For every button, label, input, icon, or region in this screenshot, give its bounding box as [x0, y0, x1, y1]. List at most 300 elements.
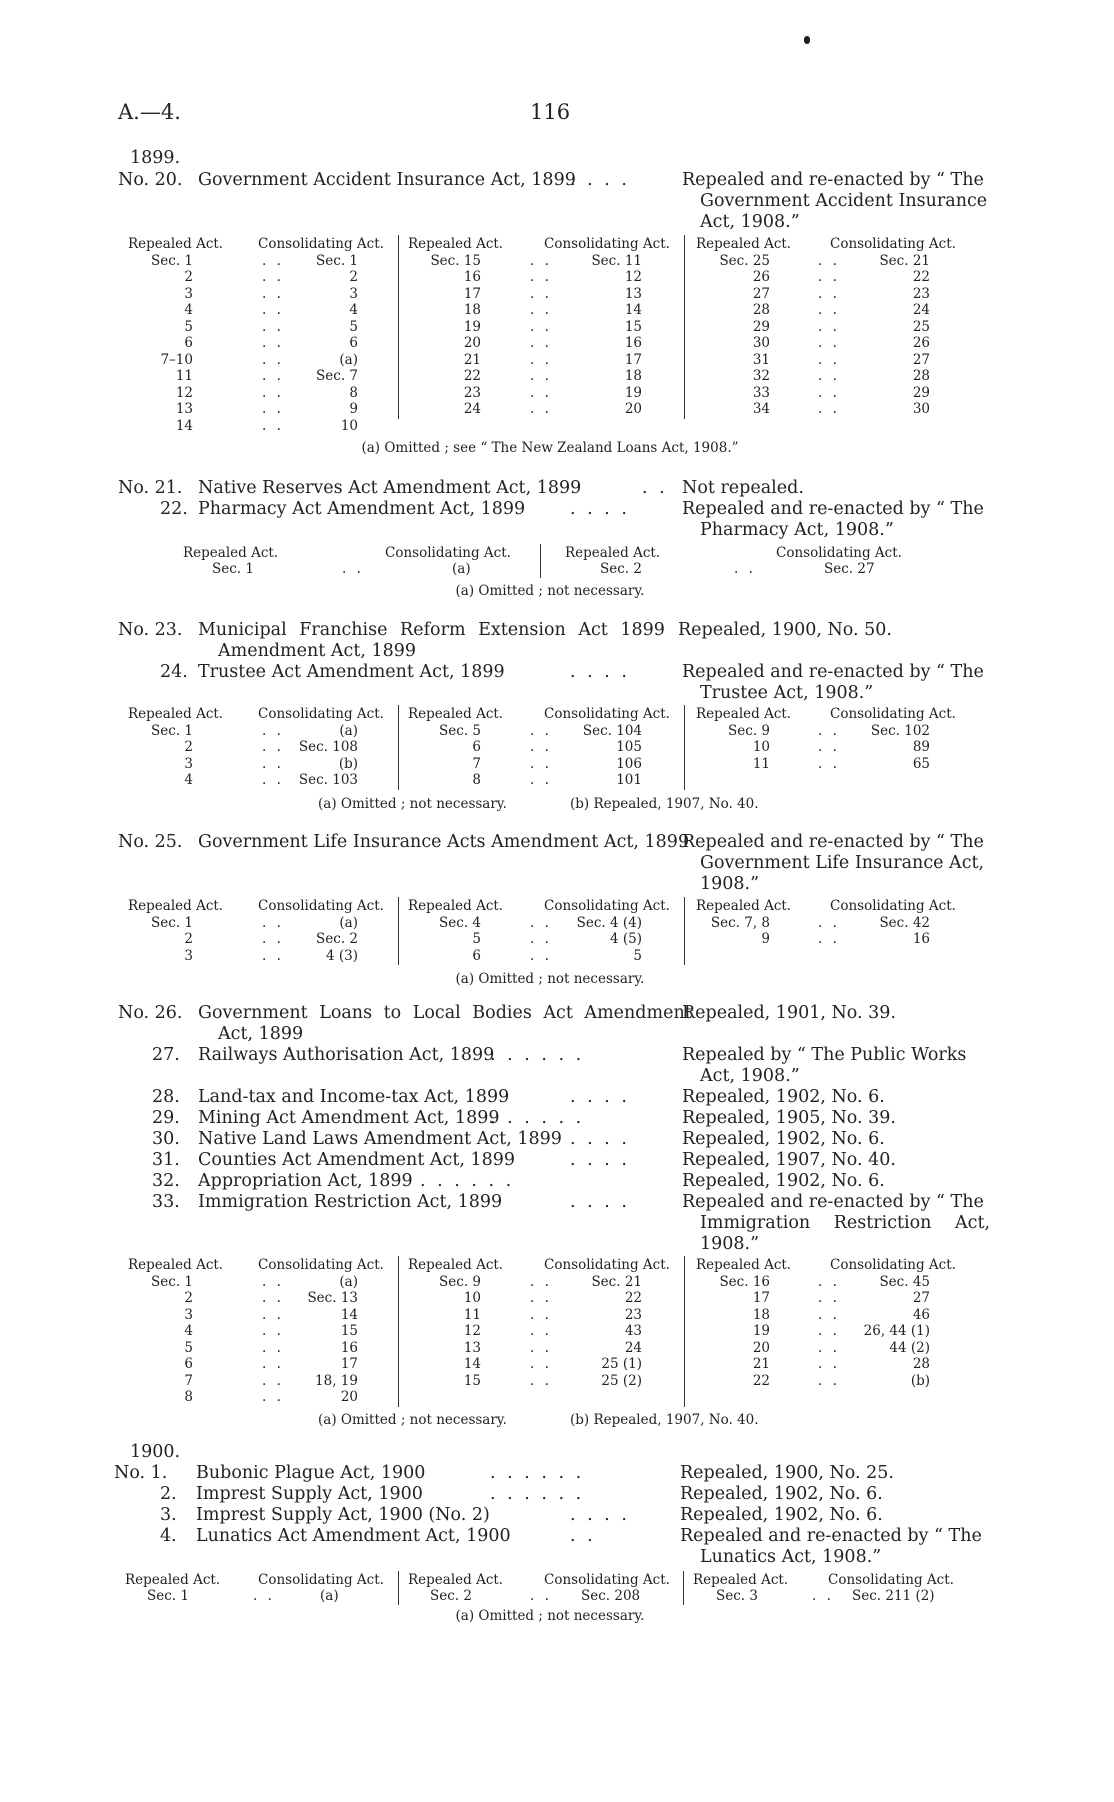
repealed-section-cell: 15 — [463, 1372, 481, 1389]
repealed-section-cell: 18 — [752, 1306, 770, 1323]
leader-dots: . . — [818, 739, 840, 755]
column-header: Repealed Act. — [128, 236, 224, 252]
act-number: 2. — [160, 1484, 177, 1504]
consolidating-section-cell: 17 — [624, 351, 642, 368]
repealed-section-cell: 17 — [463, 285, 481, 302]
table-cell: Sec. 27 — [824, 561, 875, 577]
leader-dots: . . . . . . — [490, 1045, 585, 1065]
leader-dots: . . — [262, 755, 284, 772]
column-header: Repealed Act. — [128, 1257, 224, 1273]
repealed-section-cell: 22 — [463, 368, 481, 384]
column-header: Repealed Act. — [408, 1257, 504, 1273]
leader-dots: . . . . — [570, 662, 630, 682]
act-status-line: Pharmacy Act, 1908.” — [700, 520, 894, 540]
act-status: Repealed, 1902, No. 6. — [680, 1484, 883, 1504]
repealed-section-cell: Sec. 5 — [439, 722, 481, 739]
consolidating-section-cell: 19 — [624, 384, 642, 401]
leader-dots: . . — [818, 931, 840, 947]
leader-dots: . . — [262, 1339, 284, 1356]
consolidating-section-cell: Sec. 42 — [879, 914, 930, 931]
act-number: 27. — [152, 1045, 180, 1065]
table-footnote: (b) Repealed, 1907, No. 40. — [570, 1412, 759, 1428]
repealed-section-cell: 10 — [463, 1290, 481, 1306]
repealed-section-cell: 8 — [472, 772, 481, 788]
act-status: Repealed, 1902, No. 6. — [682, 1087, 885, 1107]
leader-dots: . . — [262, 302, 284, 318]
consolidating-section-cell: 15 — [340, 1323, 358, 1339]
repealed-section-cell: 10 — [752, 739, 770, 755]
leader-dots: . . — [818, 368, 840, 384]
act-title: Pharmacy Act Amendment Act, 1899 — [198, 499, 526, 519]
consolidating-section-cell: 22 — [624, 1290, 642, 1306]
consolidating-section-cell: 24 — [624, 1339, 642, 1356]
consolidating-section-cell: Sec. 103 — [298, 772, 358, 788]
leader-dots: . . — [530, 252, 552, 269]
column-divider — [398, 1571, 399, 1605]
consolidating-section-cell: (a) — [339, 914, 358, 931]
act-number: 24. — [160, 662, 188, 682]
act-status: Not repealed. — [682, 478, 804, 498]
column-header: Repealed Act. — [408, 706, 504, 722]
consolidating-section-cell: 4 — [349, 302, 358, 318]
act-title: Government Life Insurance Acts Amendment Act, 1899 — [198, 832, 690, 852]
act-number: No. 25. — [118, 832, 183, 852]
leader-dots: . . — [530, 739, 552, 755]
repealed-section-cell: 2 — [184, 931, 193, 947]
leader-dots: . . — [818, 252, 840, 269]
act-number: No. 26. — [118, 1003, 183, 1023]
column-header: Consolidating Act. — [544, 898, 670, 914]
act-title: Railways Authorisation Act, 1899 — [198, 1045, 495, 1065]
leader-dots: . . — [262, 252, 284, 269]
table-cell: Sec. 2 — [430, 1588, 472, 1604]
column-header: Consolidating Act. — [258, 236, 384, 252]
leader-dots: . . — [530, 722, 552, 739]
repealed-section-cell: 6 — [472, 947, 481, 964]
repealed-section-cell: 7 — [472, 755, 481, 772]
act-status: Repealed, 1902, No. 6. — [682, 1129, 885, 1149]
leader-dots: . . — [530, 931, 552, 947]
leader-dots: . . — [818, 755, 840, 772]
repealed-section-cell: Sec. 1 — [151, 1273, 193, 1290]
leader-dots: . . — [530, 755, 552, 772]
leader-dots: . . — [530, 351, 552, 368]
leader-dots: . . — [734, 561, 756, 577]
leader-dots: . . — [530, 384, 552, 401]
repealed-section-cell: 7–10 — [160, 351, 193, 368]
act-title-line: Amendment Act, 1899 — [218, 641, 417, 661]
column-header: Repealed Act. — [696, 898, 792, 914]
column-header: Consolidating Act. — [258, 706, 384, 722]
repealed-section-cell: 28 — [752, 302, 770, 318]
act-status: Repealed, 1905, No. 39. — [682, 1108, 896, 1128]
column-divider — [683, 1571, 684, 1605]
act-status-line: Repealed by “ The Public Works — [682, 1045, 967, 1065]
repealed-section-cell: 3 — [184, 755, 193, 772]
column-header: Consolidating Act. — [544, 1572, 670, 1588]
leader-dots: . . — [530, 1290, 552, 1306]
act-title: Bubonic Plague Act, 1900 — [196, 1463, 426, 1483]
act-title: Lunatics Act Amendment Act, 1900 — [196, 1526, 511, 1546]
column-header: Consolidating Act. — [544, 706, 670, 722]
repealed-section-cell: 3 — [184, 947, 193, 964]
repealed-section-cell: 12 — [175, 384, 193, 401]
repealed-section-cell: 19 — [752, 1323, 770, 1339]
column-divider — [684, 235, 685, 419]
consolidating-section-cell: 24 — [912, 302, 930, 318]
leader-dots: . . — [530, 947, 552, 964]
consolidating-section-cell: 27 — [912, 351, 930, 368]
document-code: A.—4. — [118, 100, 181, 124]
repealed-section-cell: 18 — [463, 302, 481, 318]
column-divider — [398, 235, 399, 419]
table-cell: (a) — [452, 561, 471, 577]
repealed-section-cell: 20 — [752, 1339, 770, 1356]
leader-dots: . . — [262, 722, 284, 739]
consolidating-section-cell: 23 — [912, 285, 930, 302]
consolidating-section-cell: 5 — [633, 947, 642, 964]
act-title: Immigration Restriction Act, 1899 — [198, 1192, 503, 1212]
leader-dots: . . — [262, 1273, 284, 1290]
leader-dots: . . — [253, 1588, 275, 1604]
column-header: Consolidating Act. — [776, 545, 902, 561]
consolidating-section-cell: 28 — [912, 1356, 930, 1372]
act-status: Repealed, 1900, No. 25. — [680, 1463, 894, 1483]
consolidating-section-cell: Sec. 21 — [591, 1273, 642, 1290]
act-title: Appropriation Act, 1899 — [198, 1171, 413, 1191]
act-status-line: Repealed and re-enacted by “ The — [682, 170, 984, 190]
repealed-section-cell: 30 — [752, 335, 770, 351]
consolidating-section-cell: Sec. 7 — [316, 368, 358, 384]
act-title-line: Municipal Franchise Reform Extension Act 1899 — [198, 620, 665, 640]
leader-dots: . . — [570, 1526, 596, 1546]
act-title: Imprest Supply Act, 1900 — [196, 1484, 423, 1504]
repealed-section-cell: 17 — [752, 1290, 770, 1306]
repealed-section-cell: 14 — [463, 1356, 481, 1372]
repealed-section-cell: 6 — [472, 739, 481, 755]
column-header: Repealed Act. — [408, 236, 504, 252]
act-status-line: 1908.” — [700, 874, 760, 894]
consolidating-section-cell: (b) — [910, 1372, 930, 1389]
consolidating-section-cell: 30 — [912, 401, 930, 417]
column-header: Repealed Act. — [693, 1572, 789, 1588]
year-heading-1900: 1900. — [130, 1442, 181, 1462]
leader-dots: . . — [818, 401, 840, 417]
consolidating-section-cell: 2 — [349, 269, 358, 285]
act-status: Repealed, 1902, No. 6. — [680, 1505, 883, 1525]
leader-dots: . . — [262, 1372, 284, 1389]
column-header: Repealed Act. — [125, 1572, 221, 1588]
leader-dots: . . — [262, 772, 284, 788]
table-footnote: (a) Omitted ; not necessary. — [318, 796, 507, 812]
column-header: Consolidating Act. — [258, 1257, 384, 1273]
consolidating-section-cell: 3 — [349, 285, 358, 302]
consolidating-section-cell: 20 — [624, 401, 642, 417]
column-header: Consolidating Act. — [830, 706, 956, 722]
leader-dots: . . — [530, 1306, 552, 1323]
act-title-line: Act, 1899 — [218, 1024, 304, 1044]
column-header: Consolidating Act. — [828, 1572, 954, 1588]
consolidating-section-cell: 26 — [912, 335, 930, 351]
leader-dots: . . — [342, 561, 364, 577]
leader-dots: . . — [818, 722, 840, 739]
consolidating-section-cell: Sec. 13 — [307, 1290, 358, 1306]
repealed-section-cell: 4 — [184, 302, 193, 318]
act-number: No. 23. — [118, 620, 183, 640]
leader-dots: . . — [818, 384, 840, 401]
consolidating-section-cell: Sec. 11 — [591, 252, 642, 269]
repealed-section-cell: 21 — [752, 1356, 770, 1372]
repealed-section-cell: Sec. 1 — [151, 722, 193, 739]
leader-dots: . . — [262, 335, 284, 351]
act-title-line: Government Loans to Local Bodies Act Amendment — [198, 1003, 692, 1023]
leader-dots: . . — [262, 384, 284, 401]
leader-dots: . . — [530, 269, 552, 285]
repealed-section-cell: 14 — [175, 417, 193, 434]
leader-dots: . . — [530, 1588, 552, 1604]
repealed-section-cell: 7 — [184, 1372, 193, 1389]
leader-dots: . . — [262, 351, 284, 368]
leader-dots: . . . . . . — [490, 1108, 585, 1128]
leader-dots: . . — [818, 1273, 840, 1290]
consolidating-section-cell: Sec. 45 — [879, 1273, 930, 1290]
leader-dots: . . — [642, 478, 668, 498]
act-status-line: Act, 1908.” — [700, 212, 800, 232]
leader-dots: . . — [262, 318, 284, 335]
column-header: Consolidating Act. — [385, 545, 511, 561]
act-title: Government Accident Insurance Act, 1899 — [198, 170, 576, 190]
column-header: Repealed Act. — [408, 898, 504, 914]
table-cell: Sec. 211 (2) — [852, 1588, 935, 1604]
column-divider — [684, 1256, 685, 1407]
act-status: Repealed, 1901, No. 39. — [682, 1003, 896, 1023]
leader-dots: . . . . . . — [490, 1484, 585, 1504]
consolidating-section-cell: Sec. 1 — [316, 252, 358, 269]
year-heading-1899: 1899. — [130, 148, 181, 168]
table-cell: Sec. 1 — [147, 1588, 189, 1604]
consolidating-section-cell: 4 (3) — [325, 947, 358, 964]
act-status-line: Government Life Insurance Act, — [700, 853, 985, 873]
consolidating-section-cell: 6 — [349, 335, 358, 351]
act-number: 3. — [160, 1505, 177, 1525]
consolidating-section-cell: 43 — [624, 1323, 642, 1339]
act-title: Native Land Laws Amendment Act, 1899 — [198, 1129, 562, 1149]
leader-dots: . . . . . . — [420, 1171, 515, 1191]
leader-dots: . . — [818, 269, 840, 285]
consolidating-section-cell: 15 — [624, 318, 642, 335]
leader-dots: . . — [530, 401, 552, 417]
leader-dots: . . — [262, 1389, 284, 1405]
column-header: Consolidating Act. — [544, 1257, 670, 1273]
page-number: 116 — [530, 100, 571, 124]
leader-dots: . . . . — [570, 1129, 630, 1149]
leader-dots: . . — [530, 368, 552, 384]
column-header: Consolidating Act. — [830, 236, 956, 252]
leader-dots: . . — [530, 1339, 552, 1356]
table-cell: (a) — [320, 1588, 339, 1604]
act-status-line: 1908.” — [700, 1234, 760, 1254]
leader-dots: . . — [818, 914, 840, 931]
table-footnote: (a) Omitted ; see “ The New Zealand Loans Act, 1908.” — [361, 440, 739, 456]
consolidating-section-cell: (b) — [338, 755, 358, 772]
repealed-section-cell: 9 — [761, 931, 770, 947]
act-status-line: Trustee Act, 1908.” — [700, 683, 874, 703]
column-header: Consolidating Act. — [258, 1572, 384, 1588]
repealed-section-cell: 31 — [752, 351, 770, 368]
table-footnote: (a) Omitted ; not necessary. — [455, 1608, 645, 1624]
leader-dots: . . — [818, 335, 840, 351]
column-header: Consolidating Act. — [544, 236, 670, 252]
repealed-section-cell: 5 — [472, 931, 481, 947]
column-divider — [540, 544, 541, 578]
leader-dots: . . — [262, 1356, 284, 1372]
consolidating-section-cell: 18 — [624, 368, 642, 384]
table-cell: Sec. 3 — [716, 1588, 758, 1604]
repealed-section-cell: 12 — [463, 1323, 481, 1339]
leader-dots: . . — [530, 1356, 552, 1372]
repealed-section-cell: Sec. 1 — [151, 252, 193, 269]
leader-dots: . . — [818, 302, 840, 318]
leader-dots: . . — [262, 1290, 284, 1306]
repealed-section-cell: 20 — [463, 335, 481, 351]
table-cell: Sec. 1 — [212, 561, 254, 577]
act-status-line: Lunatics Act, 1908.” — [700, 1547, 882, 1567]
column-header: Consolidating Act. — [830, 898, 956, 914]
repealed-section-cell: 4 — [184, 1323, 193, 1339]
repealed-section-cell: 22 — [752, 1372, 770, 1389]
consolidating-section-cell: 14 — [340, 1306, 358, 1323]
leader-dots: . . — [530, 1323, 552, 1339]
act-number: 31. — [152, 1150, 180, 1170]
leader-dots: . . . . — [570, 499, 630, 519]
column-header: Consolidating Act. — [830, 1257, 956, 1273]
leader-dots: . . — [530, 285, 552, 302]
repealed-section-cell: 2 — [184, 1290, 193, 1306]
act-status-line: Act, 1908.” — [700, 1066, 800, 1086]
act-title: Trustee Act Amendment Act, 1899 — [198, 662, 505, 682]
repealed-section-cell: 29 — [752, 318, 770, 335]
act-status-line: Repealed and re-enacted by “ The — [680, 1526, 982, 1546]
column-divider — [684, 897, 685, 965]
consolidating-section-cell: 14 — [624, 302, 642, 318]
repealed-section-cell: Sec. 9 — [439, 1273, 481, 1290]
leader-dots: . . — [262, 401, 284, 417]
column-header: Consolidating Act. — [258, 898, 384, 914]
leader-dots: . . — [262, 417, 284, 434]
leader-dots: . . — [530, 1273, 552, 1290]
leader-dots: . . — [530, 335, 552, 351]
consolidating-section-cell: 27 — [912, 1290, 930, 1306]
act-title: Native Reserves Act Amendment Act, 1899 — [198, 478, 582, 498]
column-header: Repealed Act. — [696, 236, 792, 252]
act-status: Repealed, 1907, No. 40. — [682, 1150, 896, 1170]
consolidating-section-cell: 44 (2) — [889, 1339, 930, 1356]
table-footnote: (a) Omitted ; not necessary. — [455, 583, 645, 599]
column-header: Repealed Act. — [696, 1257, 792, 1273]
consolidating-section-cell: 23 — [624, 1306, 642, 1323]
consolidating-section-cell: (a) — [339, 351, 358, 368]
act-title: Counties Act Amendment Act, 1899 — [198, 1150, 516, 1170]
leader-dots: . . — [530, 772, 552, 788]
act-status-line: Government Accident Insurance — [700, 191, 988, 211]
consolidating-section-cell: 13 — [624, 285, 642, 302]
act-number: 4. — [160, 1526, 177, 1546]
leader-dots: . . . . . . — [490, 1463, 585, 1483]
leader-dots: . . . . — [570, 1150, 630, 1170]
ink-spot — [804, 36, 810, 44]
consolidating-section-cell: 25 (2) — [601, 1372, 642, 1389]
consolidating-section-cell: 16 — [340, 1339, 358, 1356]
act-status: Repealed, 1900, No. 50. — [678, 620, 892, 640]
leader-dots: . . — [818, 318, 840, 335]
leader-dots: . . — [530, 914, 552, 931]
leader-dots: . . — [818, 1306, 840, 1323]
repealed-section-cell: Sec. 15 — [430, 252, 481, 269]
repealed-section-cell: Sec. 16 — [719, 1273, 770, 1290]
leader-dots: . . . . — [570, 170, 630, 190]
leader-dots: . . — [262, 1306, 284, 1323]
act-status-line: Repealed and re-enacted by “ The — [682, 1192, 984, 1212]
consolidating-section-cell: 16 — [912, 931, 930, 947]
consolidating-section-cell: 10 — [340, 417, 358, 434]
act-title: Imprest Supply Act, 1900 (No. 2) — [196, 1505, 490, 1525]
repealed-section-cell: 6 — [184, 1356, 193, 1372]
repealed-section-cell: 33 — [752, 384, 770, 401]
consolidating-section-cell: 25 (1) — [601, 1356, 642, 1372]
leader-dots: . . — [818, 1339, 840, 1356]
table-cell: Sec. 2 — [600, 561, 642, 577]
consolidating-section-cell: 22 — [912, 269, 930, 285]
consolidating-section-cell: Sec. 2 — [316, 931, 358, 947]
act-number: No. 20. — [118, 170, 183, 190]
act-number: 33. — [152, 1192, 180, 1212]
repealed-section-cell: 3 — [184, 1306, 193, 1323]
consolidating-section-cell: 26, 44 (1) — [863, 1323, 930, 1339]
leader-dots: . . — [818, 285, 840, 302]
column-header: Repealed Act. — [183, 545, 279, 561]
leader-dots: . . — [262, 914, 284, 931]
repealed-section-cell: 24 — [463, 401, 481, 417]
column-header: Repealed Act. — [128, 706, 224, 722]
repealed-section-cell: 26 — [752, 269, 770, 285]
column-header: Repealed Act. — [565, 545, 661, 561]
table-footnote: (a) Omitted ; not necessary. — [455, 971, 645, 987]
repealed-section-cell: Sec. 7, 8 — [710, 914, 770, 931]
leader-dots: . . — [262, 931, 284, 947]
leader-dots: . . — [262, 1323, 284, 1339]
consolidating-section-cell: Sec. 108 — [298, 739, 358, 755]
consolidating-section-cell: 28 — [912, 368, 930, 384]
leader-dots: . . — [818, 1356, 840, 1372]
consolidating-section-cell: (a) — [339, 1273, 358, 1290]
repealed-section-cell: Sec. 1 — [151, 914, 193, 931]
table-cell: Sec. 208 — [581, 1588, 641, 1604]
leader-dots: . . — [262, 368, 284, 384]
leader-dots: . . — [818, 1372, 840, 1389]
consolidating-section-cell: 105 — [616, 739, 642, 755]
consolidating-section-cell: 20 — [340, 1389, 358, 1405]
consolidating-section-cell: 18, 19 — [315, 1372, 358, 1389]
leader-dots: . . — [818, 1323, 840, 1339]
leader-dots: . . — [812, 1588, 834, 1604]
consolidating-section-cell: 25 — [912, 318, 930, 335]
act-status-line: Repealed and re-enacted by “ The — [682, 832, 984, 852]
leader-dots: . . — [530, 302, 552, 318]
leader-dots: . . — [530, 1372, 552, 1389]
repealed-section-cell: 5 — [184, 1339, 193, 1356]
repealed-section-cell: Sec. 9 — [728, 722, 770, 739]
repealed-section-cell: 11 — [463, 1306, 481, 1323]
